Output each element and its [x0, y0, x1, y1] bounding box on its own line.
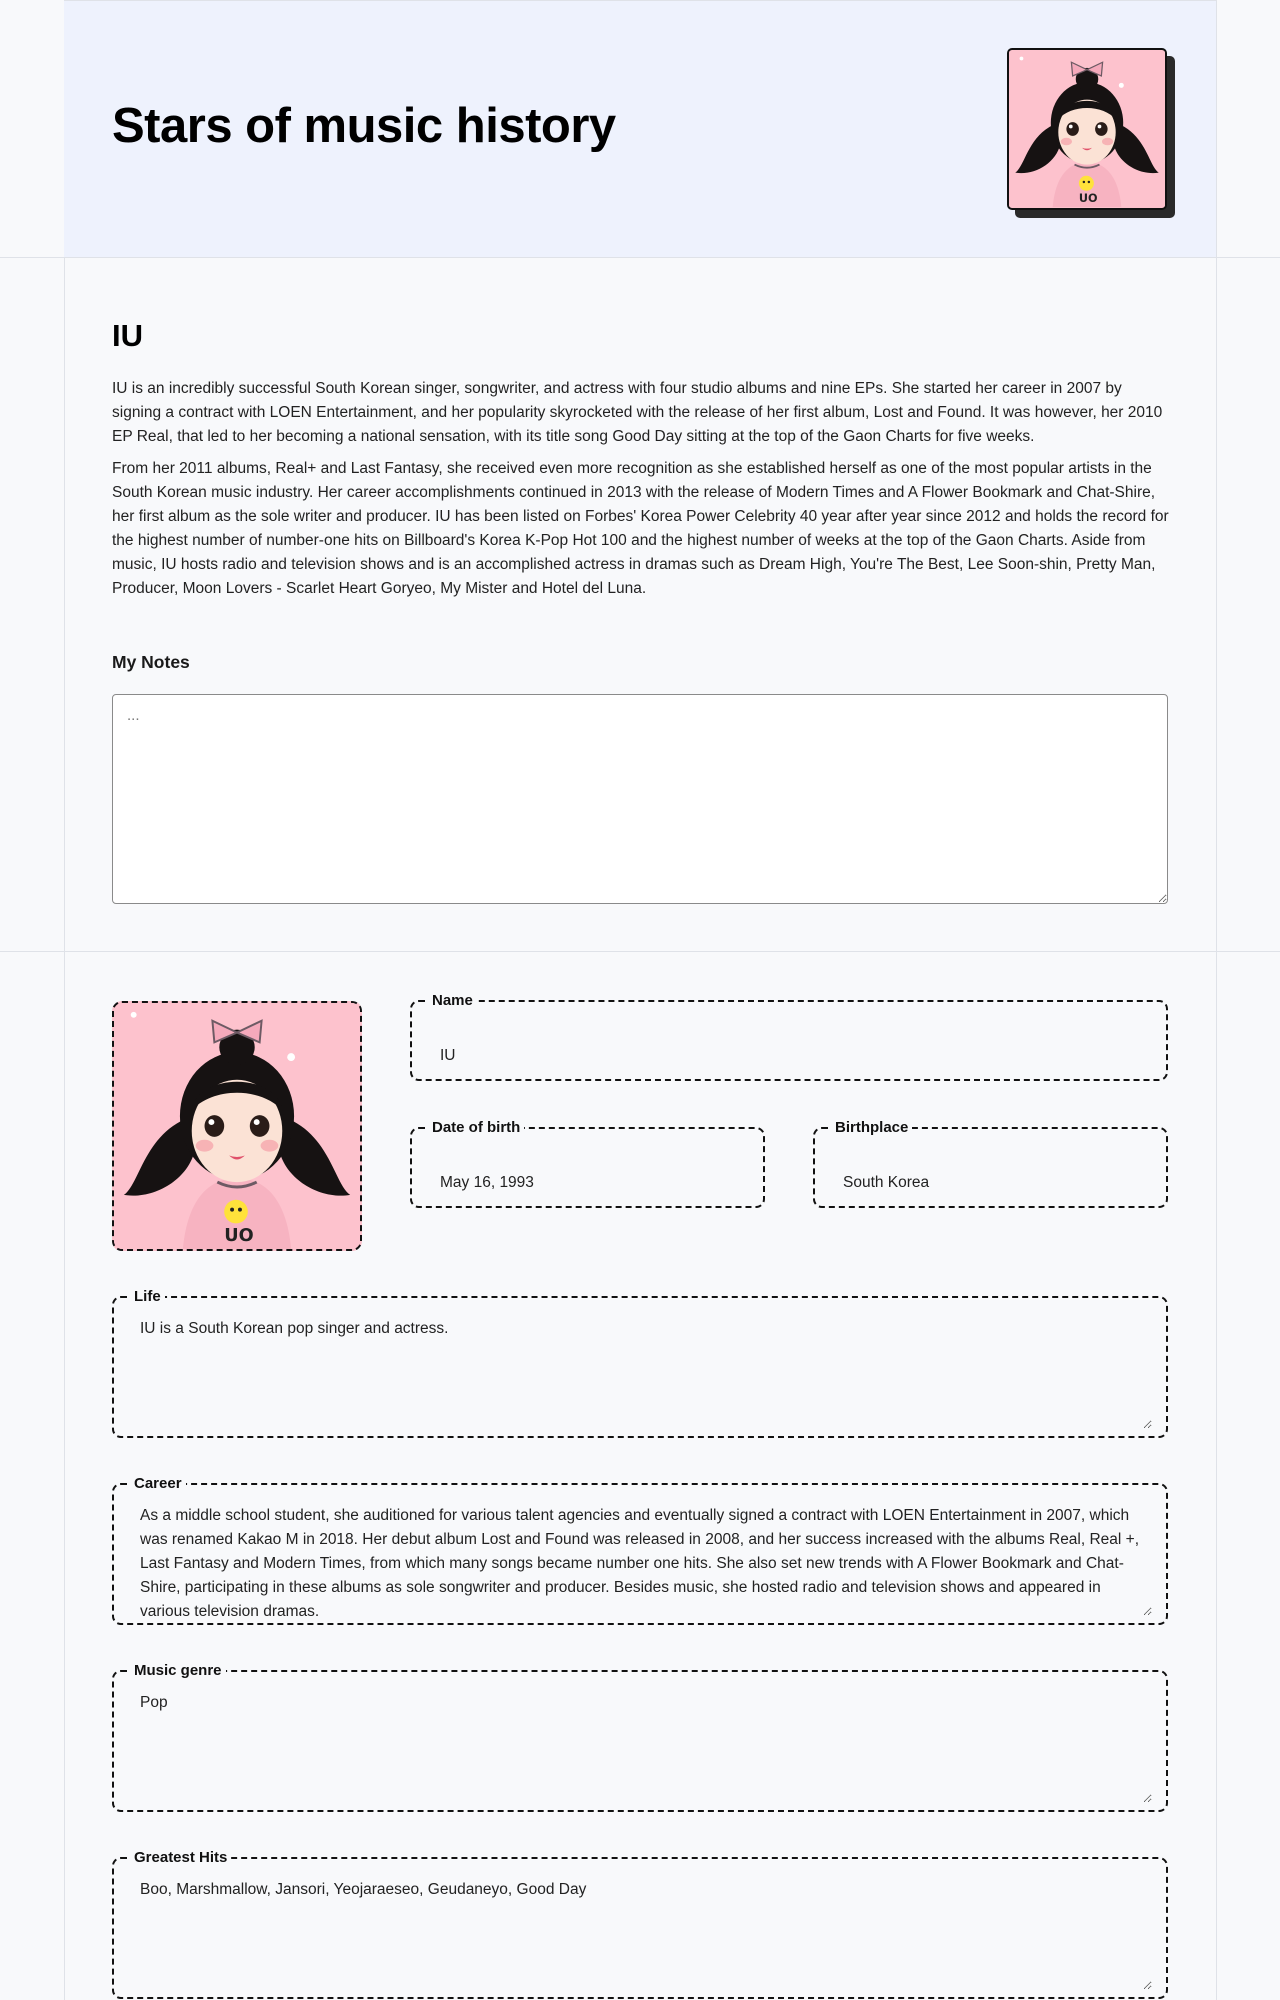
- name-field: [410, 992, 1168, 1081]
- cartoon-girl-avatar-icon: [1009, 50, 1165, 208]
- life-field: [112, 1288, 1168, 1438]
- genre-textarea[interactable]: [128, 1689, 1152, 1803]
- artist-bio: [112, 377, 1170, 609]
- notes-label: My Notes: [112, 652, 190, 672]
- notes-textarea[interactable]: [112, 694, 1168, 904]
- divider-header: [0, 257, 1280, 258]
- artist-name-heading: IU: [112, 318, 143, 353]
- dob-field: [410, 1119, 765, 1208]
- name-label: Name: [432, 992, 473, 1009]
- dob-value[interactable]: May 16, 1993: [440, 1174, 534, 1191]
- cartoon-girl-avatar-icon: [114, 1003, 360, 1249]
- page-title: Stars of music history: [112, 99, 616, 153]
- life-label: Life: [134, 1288, 161, 1305]
- birthplace-label: Birthplace: [835, 1119, 909, 1136]
- grid-line-right: [1216, 0, 1217, 2000]
- hits-label: Greatest Hits: [134, 1849, 228, 1866]
- genre-field: [112, 1662, 1168, 1812]
- career-textarea[interactable]: [128, 1502, 1152, 1616]
- bio-paragraph: IU is an incredibly successful South Korean singer, songwriter, and actress with four studio albums and nine EPs. She started her career in 2007 by signing a contract with LOEN Entertainment, and her popularity skyrocketed with the release of her first album, Lost and Found. It was however, her 2010 EP Real, that led to her becoming a national sensation, with its title song Good Day sitting at the top of the Gaon Charts for five weeks.: [112, 380, 1163, 445]
- name-value[interactable]: IU: [440, 1047, 456, 1064]
- career-field: [112, 1475, 1168, 1625]
- life-textarea[interactable]: [128, 1315, 1152, 1429]
- avatar-image: [1007, 48, 1167, 210]
- header-avatar: [1007, 48, 1175, 218]
- birthplace-field: [813, 1119, 1168, 1208]
- hits-field: [112, 1849, 1168, 1999]
- bio-paragraph: From her 2011 albums, Real+ and Last Fantasy, she received even more recognition as she established herself as one of the most popular artists in the South Korean music industry. Her career accomplishments continued in 2013 with the release of Modern Times and A Flower Bookmark and Chat-Shire, her first album as the sole writer and producer. IU has been listed on Forbes' Korea Power Celebrity 40 year after year since 2012 and holds the record for the highest number of number-one hits on Billboard's Korea K-Pop Hot 100 and the highest number of weeks at the top of the Gaon Charts. Aside from music, IU hosts radio and television shows and is an accomplished actress in dramas such as Dream High, You're The Best, Lee Soon-shin, Pretty Man, Producer, Moon Lovers - Scarlet Heart Goryeo, My Mister and Hotel del Luna.: [112, 460, 1169, 597]
- dob-label: Date of birth: [432, 1119, 521, 1136]
- svg-text:UO: UO: [1078, 192, 1098, 206]
- birthplace-value[interactable]: South Korea: [843, 1174, 930, 1191]
- profile-picture: [112, 1001, 362, 1251]
- career-label: Career: [134, 1475, 182, 1492]
- grid-line-left: [64, 0, 65, 2000]
- hits-textarea[interactable]: [128, 1876, 1152, 1990]
- genre-label: Music genre: [134, 1662, 222, 1679]
- svg-text:UO: UO: [224, 1226, 254, 1247]
- divider-notes: [0, 951, 1280, 952]
